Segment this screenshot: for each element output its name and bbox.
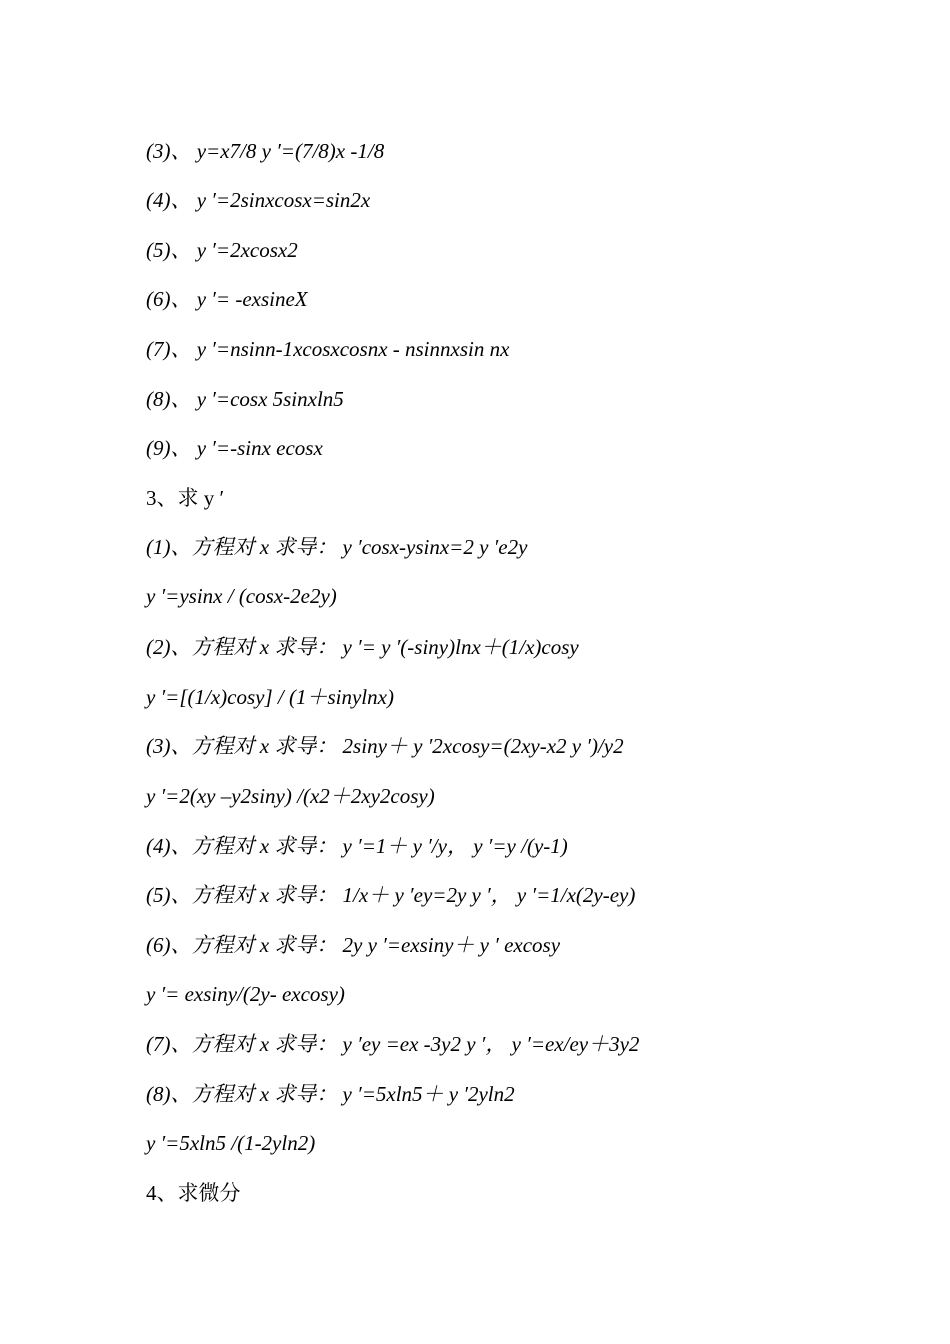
line-15: (4)、方程对 x 求导： y ′=1＋ y ′/y， y ′=y /(y-1) <box>146 834 568 858</box>
line-11: (2)、方程对 x 求导： y ′= y ′(-siny)lnx＋(1/x)cosy <box>146 635 579 659</box>
line-19: (7)、方程对 x 求导： y ′ey =ex -3y2 y ′， y ′=ex/ey＋3y2 <box>146 1032 640 1056</box>
line-4: (6)、 y ′= -exsineX <box>146 287 308 311</box>
section-heading-3: 3、求 y ′ <box>146 486 225 510</box>
line-5: (7)、 y ′=nsinn-1xcosxcosnx - nsinnxsin nx <box>146 337 510 361</box>
line-13: (3)、方程对 x 求导： 2siny＋ y ′2xcosy=(2xy-x2 y ′)/y2 <box>146 734 624 758</box>
line-20: (8)、方程对 x 求导： y ′=5xln5＋ y ′2yln2 <box>146 1082 515 1106</box>
line-3: (5)、 y ′=2xcosx2 <box>146 238 298 262</box>
line-7: (9)、 y ′=-sinx ecosx <box>146 436 323 460</box>
line-18: y ′= exsiny/(2y- excosy) <box>146 982 345 1006</box>
line-6: (8)、 y ′=cosx 5sinxln5 <box>146 387 344 411</box>
line-12: y ′=[(1/x)cosy] / (1＋sinylnx) <box>146 685 394 709</box>
line-14: y ′=2(xy –y2siny) /(x2＋2xy2cosy) <box>146 784 435 808</box>
line-17: (6)、方程对 x 求导： 2y y ′=exsiny＋ y ′ excosy <box>146 933 561 957</box>
line-16: (5)、方程对 x 求导： 1/x＋ y ′ey=2y y ′， y ′=1/x(2y-ey) <box>146 883 636 907</box>
section-heading-4: 4、求微分 <box>146 1181 241 1205</box>
line-1: (3)、 y=x7/8 y ′=(7/8)x -1/8 <box>146 139 385 163</box>
line-9: (1)、方程对 x 求导： y ′cosx-ysinx=2 y ′e2y <box>146 535 528 559</box>
line-21: y ′=5xln5 /(1-2yln2) <box>146 1131 316 1155</box>
line-10: y ′=ysinx / (cosx-2e2y) <box>146 584 337 608</box>
line-2: (4)、 y ′=2sinxcosx=sin2x <box>146 188 371 212</box>
